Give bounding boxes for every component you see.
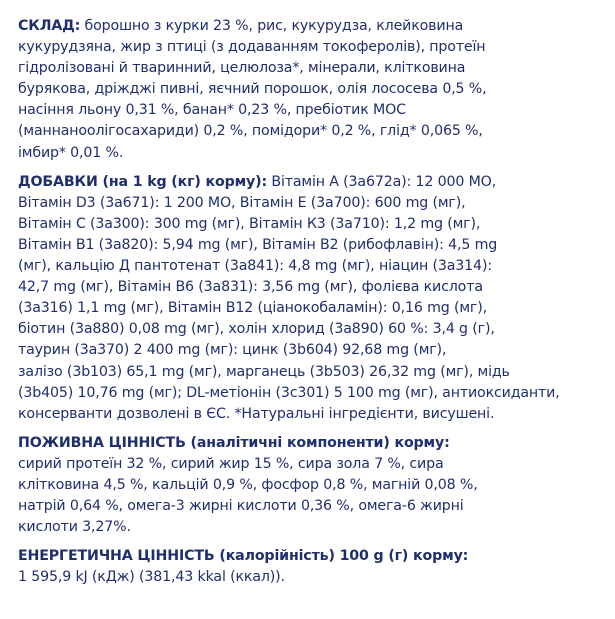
energy-value-line: 1 595,9 kJ (кДж) (381,43 kkal (ккал)).	[18, 569, 285, 586]
composition-line: бурякова, дріжджі пивні, яєчний порошок, олія лососева 0,5 %,	[18, 81, 487, 98]
composition-line: імбир* 0,01 %.	[18, 144, 124, 161]
additives-line: залізо (3b103) 65,1 mg (мг), марганець (3b503) 26,32 mg (мг), мідь	[18, 363, 510, 380]
additives-heading: ДОБАВКИ (на 1 kg (кг) корму):	[18, 173, 267, 190]
energy-value-heading: ЕНЕРГЕТИЧНА ЦІННІСТЬ (калорійність) 100 g (г) корму:	[18, 548, 469, 565]
composition-text: борошно з курки 23 %, рис, кукурудза, клейковина	[80, 18, 464, 34]
nutritional-value-heading: ПОЖИВНА ЦІННІСТЬ (аналітичні компоненти) корму:	[18, 434, 450, 451]
additives-line: (3a316) 1,1 mg (мг), Вітамін В12 (ціанокобаламін): 0,16 mg (мг),	[18, 300, 487, 317]
additives-line: (3b405) 10,76 mg (мг); DL-метіонін (3c301) 5 100 mg (мг), антиоксиданти,	[18, 384, 560, 401]
additives-line	[18, 172, 608, 193]
additives-section	[18, 172, 608, 425]
composition-line: насіння льону 0,31 %, банан* 0,23 %, пребіотик МОС	[18, 102, 406, 119]
additives-line: таурин (3a370) 2 400 mg (мг): цинк (3b604) 92,68 mg (мг),	[18, 342, 447, 359]
additives-line: Вітамін D3 (3a671): 1 200 МО, Вітамін Е (3a700): 600 mg (мг),	[18, 194, 466, 211]
composition-line: (маннаноолігосахариди) 0,2 %, помідори* 0,2 %, глід* 0,065 %,	[18, 123, 483, 140]
nutritional-value-line: натрій 0,64 %, омега-3 жирні кислоти 0,36 %, омега-6 жирні	[18, 498, 464, 515]
nutritional-value-line: клітковина 4,5 %, кальцій 0,9 %, фосфор 0,8 %, магній 0,08 %,	[18, 476, 478, 493]
composition-heading: СКЛАД:	[18, 18, 81, 34]
energy-value-heading-line	[18, 546, 608, 567]
nutritional-value-line: кислоти 3,27%.	[18, 519, 131, 536]
composition-line: кукурудзяна, жир з птиці (з додаванням токоферолів), протеїн	[18, 39, 486, 56]
additives-line: консерванти дозволені в ЄС. *Натуральні інгредієнти, висушені.	[18, 405, 495, 422]
composition-document	[18, 16, 608, 588]
energy-value-section	[18, 546, 608, 588]
nutritional-value-heading-line	[18, 433, 608, 454]
additives-line: біотин (3a880) 0,08 mg (мг), холін хлорид (3a890) 60 %: 3,4 g (г),	[18, 321, 495, 338]
nutritional-value-section	[18, 433, 608, 538]
composition-section	[18, 16, 608, 164]
composition-line: гідролізовані й тваринний, целюлоза*, мінерали, клітковина	[18, 60, 466, 77]
additives-line: 42,7 mg (мг), Вітамін В6 (3a831): 3,56 mg (мг), фолієва кислота	[18, 279, 483, 296]
additives-line: Вітамін В1 (3a820): 5,94 mg (мг), Вітамін В2 (рибофлавін): 4,5 mg	[18, 236, 498, 253]
additives-text: Вітамін А (3a672a): 12 000 МО,	[267, 173, 497, 190]
additives-line: Вітамін С (3a300): 300 mg (мг), Вітамін К3 (3a710): 1,2 mg (мг),	[18, 215, 481, 232]
additives-line: (мг), кальцію Д пантотенат (3a841): 4,8 mg (мг), ніацин (3a314):	[18, 258, 492, 275]
nutritional-value-line: сирий протеїн 32 %, сирий жир 15 %, сира зола 7 %, сира	[18, 455, 444, 472]
composition-line	[18, 16, 608, 37]
